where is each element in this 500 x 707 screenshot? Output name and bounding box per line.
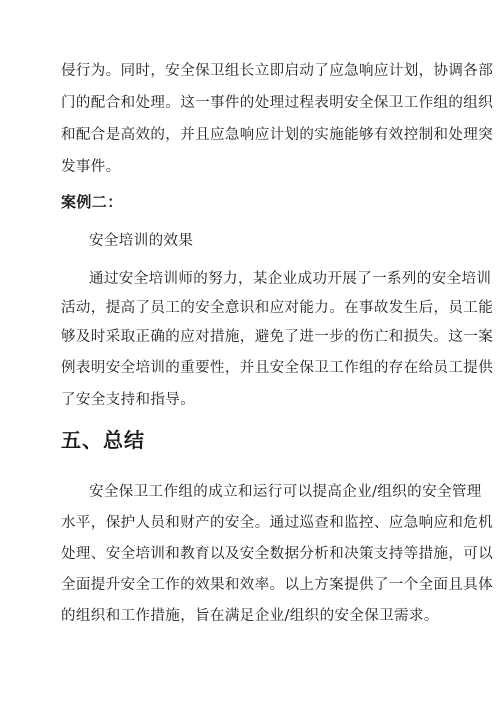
paragraph-line: 和配合是高效的，并且应急响应计划的实施能够有效控制和处理突 xyxy=(61,127,494,143)
paragraph-line: 的组织和工作措施，旨在满足企业/组织的安全保卫需求。 xyxy=(61,608,439,624)
paragraph-line: 侵行为。同时，安全保卫组长立即启动了应急响应计划，协调各部 xyxy=(61,63,494,79)
paragraph-line: 例表明安全培训的重要性，并且安全保卫工作组的存在给员工提供 xyxy=(61,360,494,376)
case-heading: 案例二： xyxy=(61,193,123,211)
paragraph-line: 活动，提高了员工的安全意识和应对能力。在事故发生后，员工能 xyxy=(61,300,494,316)
case-subtitle: 安全培训的效果 xyxy=(89,233,194,249)
paragraph-line: 水平，保护人员和财产的安全。通过巡查和监控、应急响应和危机 xyxy=(61,515,494,531)
section-heading: 五、总结 xyxy=(61,428,145,452)
paragraph-line: 全面提升安全工作的效果和效率。以上方案提供了一个全面且具体 xyxy=(61,577,494,593)
paragraph-line: 安全保卫工作组的成立和运行可以提高企业/组织的安全管理 xyxy=(89,484,482,500)
paragraph-line: 门的配合和处理。这一事件的处理过程表明安全保卫工作组的组织 xyxy=(61,95,494,111)
paragraph-line: 处理、安全培训和教育以及安全数据分析和决策支持等措施，可以 xyxy=(61,546,494,562)
paragraph-line: 了安全支持和指导。 xyxy=(61,392,196,408)
paragraph-line: 通过安全培训师的努力，某企业成功开展了一系列的安全培训 xyxy=(89,271,492,287)
paragraph-line: 发事件。 xyxy=(61,159,121,175)
paragraph-line: 够及时采取正确的应对措施，避免了进一步的伤亡和损失。这一案 xyxy=(61,329,494,345)
